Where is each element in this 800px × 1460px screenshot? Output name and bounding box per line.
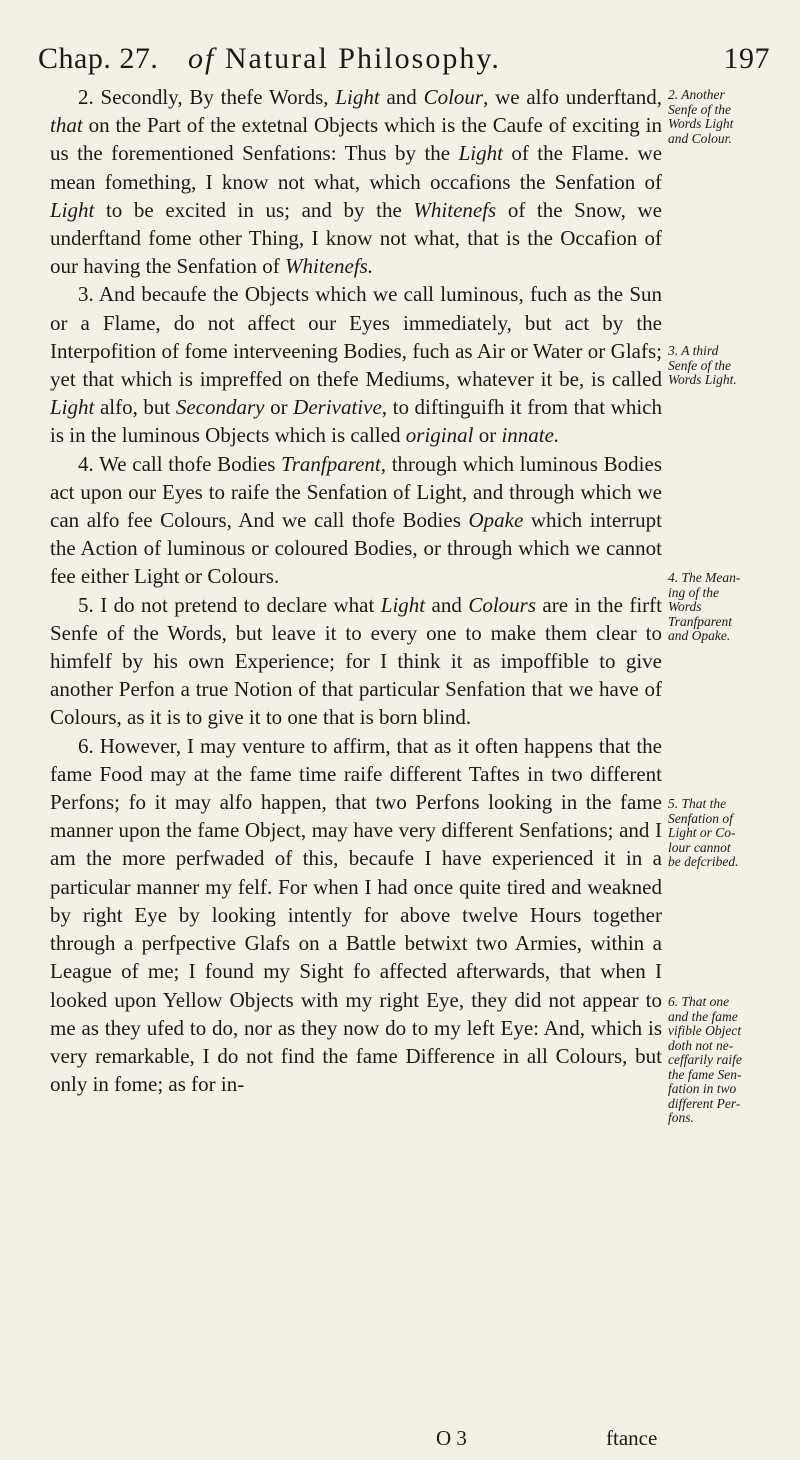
text-run: or	[264, 395, 294, 420]
text-run: of the Flame. we mean fomething, I know not what, which occafions the Senfation of	[50, 141, 663, 194]
margin-note-line: Words Light.	[668, 372, 737, 387]
page-number: 197	[723, 42, 770, 75]
main-text	[50, 83, 662, 1098]
paragraph-6	[50, 732, 662, 1099]
italic-text: Colour	[423, 85, 484, 109]
text-run: , we alfo underftand,	[483, 85, 662, 109]
margin-note-line: vifible Object	[668, 1023, 742, 1038]
text-run: However, I may venture to affirm, that as it often happens that the fame Food may at the fame time raife different Taftes in two different Perfons; fo it may alfo happen, that two Perfons looking in the fame manner upon the fame Object, may have very different Senfations; and I am the more perfwaded of this, becaufe I have experienced it in a particular manner my felf. For when I had once quite tired and weakned by right Eye by looking intently for above twelve Hours together through a perfpective Glafs on a Battle betwixt two Armies, within a League of me; I found my Sight fo affected afterwards, that when I looked upon Yellow Objects with my right Eye, they did not appear to me as they ufed to do, nor as they now do to my left Eye: And, which is very remarkable, I do not find the fame Difference in all Colours, but only in fome; as for in-	[50, 733, 662, 1097]
italic-text: Light	[380, 592, 426, 617]
margin-note-line: 2. Another	[668, 87, 725, 102]
italic-text: Light	[50, 395, 95, 420]
margin-note-line: ceffarily raife	[668, 1052, 742, 1067]
signature-mark: O 3	[436, 1426, 467, 1450]
margin-note-line: Senfation of	[668, 810, 733, 826]
margin-note-line: Words	[668, 599, 702, 614]
text-run: And becaufe the Objects which we call luminous, fuch as the Sun or a Flame, do not affect our Eyes immediately, but act by the Interpofition of fome interveening Bodies, fuch as Air or Water or Glafs; yet that which is impreffed on thefe Mediums, whatever it be, is called	[50, 282, 663, 392]
margin-note-line: and the fame	[668, 1008, 738, 1024]
running-title: of Natural Philosophy.	[188, 42, 501, 75]
paragraph-number: 3.	[78, 282, 99, 307]
margin-note-5	[668, 797, 796, 870]
margin-note-line: Words Light	[668, 116, 734, 131]
margin-note-line: be defcribed.	[668, 854, 739, 869]
text-run: alfo, but	[94, 395, 176, 420]
margin-note-4	[668, 571, 796, 644]
text-run: We call thofe Bodies	[99, 451, 282, 476]
text-run: , through which luminous Bodies act upon our Eyes to raife the Senfation of Light, and through which we can alfo fee Colours, And we call thofe Bodies	[50, 451, 662, 533]
text-run: and	[425, 592, 469, 617]
margin-note-line: and Colour.	[668, 130, 732, 146]
margin-note-line: 3. A third	[668, 343, 719, 358]
margin-note-line: fons.	[668, 1110, 694, 1125]
margin-note-line: Light or Co-	[668, 825, 736, 840]
italic-text: Light	[335, 85, 380, 109]
margin-note-line: 5. That the	[668, 796, 727, 811]
italic-text: Whitenefs.	[285, 254, 374, 279]
text-run: I do not pretend to declare what	[100, 592, 381, 617]
italic-text: that	[50, 113, 83, 138]
margin-note-line: and Opake.	[668, 628, 731, 643]
italic-text: Derivative	[293, 395, 382, 420]
paragraph-4	[50, 450, 662, 591]
margin-note-2	[668, 88, 796, 146]
paragraph-number: 4.	[78, 451, 100, 476]
paragraph-number: 2.	[78, 85, 101, 109]
italic-text: innate.	[501, 423, 560, 448]
italic-text: Opake	[468, 508, 524, 533]
margin-note-line: doth not ne-	[668, 1037, 734, 1053]
margin-note-line: Tranfparent	[668, 613, 733, 629]
paragraph-number: 6.	[78, 733, 100, 758]
margin-note-line: 6. That one	[668, 994, 730, 1009]
margin-note-line: lour cannot	[668, 839, 731, 855]
italic-text: Light	[50, 197, 95, 222]
italic-text: Tranfparent	[281, 451, 381, 476]
running-header	[38, 22, 770, 82]
margin-note-line: 4. The Mean-	[668, 570, 741, 585]
text-run: , to diftinguifh it from that which is in the luminous Objects which is called	[50, 395, 662, 448]
italic-text: Light	[458, 141, 503, 166]
text-run: to be excited in us; and by the	[94, 197, 414, 222]
italic-text: Secondary	[175, 395, 265, 420]
text-run: on the Part of the extetnal Objects which is the Caufe of exciting in us the forementioned Senfations: Thus by the	[50, 113, 662, 166]
paragraph-5	[50, 591, 662, 732]
paragraph-number: 5.	[78, 592, 101, 617]
margin-note-line: different Per-	[668, 1095, 741, 1111]
text-run: which interrupt the Action of luminous or coloured Bodies, or through which we cannot fee either Light or Colours.	[50, 508, 663, 589]
text-run: of the Snow, we underftand fome other Thing, I know not what, that is the Occafion of our having the Senfation of	[50, 197, 662, 279]
margin-note-3	[668, 344, 796, 388]
margin-note-line: fation in two	[668, 1081, 737, 1096]
italic-text: Whitenefs	[413, 197, 497, 222]
margin-note-line: Senfe of the	[668, 357, 731, 373]
margin-note-line: the fame Sen-	[668, 1066, 742, 1082]
margin-note-line: Senfe of the	[668, 101, 731, 117]
text-run: are in the firft Senfe of the Words, but leave it to every one to make them clear to himfelf by his own Experience; for I think it as impoffible to give another Perfon a true Notion of that particular Senfation that we have of Colours, as it is to give it to one that is born blind.	[50, 592, 662, 730]
margin-note-line: ing of the	[668, 584, 719, 600]
italic-text: original	[405, 423, 474, 448]
margin-note-6	[668, 995, 796, 1126]
paragraph-3	[50, 280, 662, 449]
text-run: and	[379, 85, 424, 109]
text-run: or	[473, 423, 502, 448]
italic-text: Colours	[468, 592, 536, 617]
paragraph-2	[50, 83, 662, 280]
text-run: Secondly, By thefe Words,	[100, 85, 336, 109]
catchword: ftance	[606, 1426, 658, 1450]
chapter-label: Chap. 27.	[38, 42, 159, 75]
